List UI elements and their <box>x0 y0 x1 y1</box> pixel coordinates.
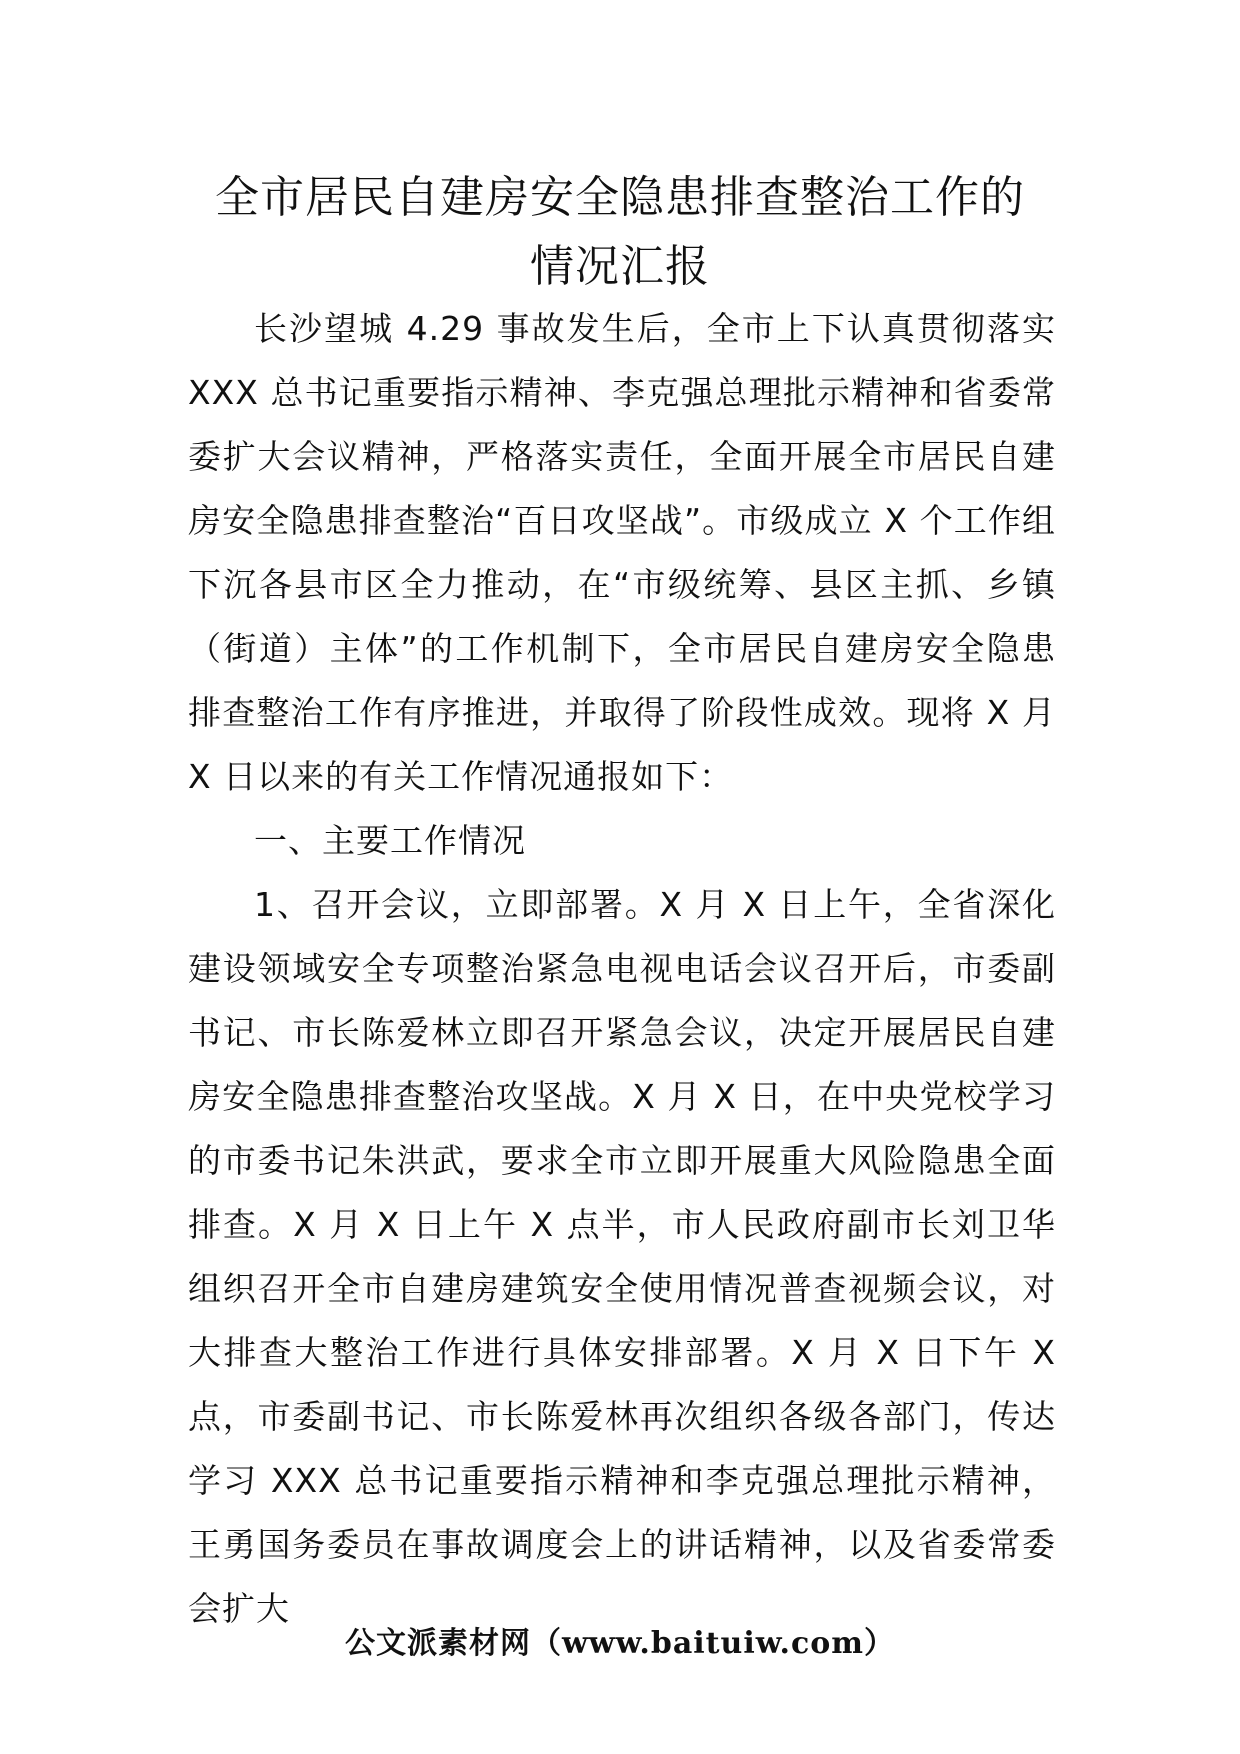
body-paragraph-item-1: 1、召开会议，立即部署。X 月 X 日上午，全省深化建设领域安全专项整治紧急电视电话会议召开后，市委副书记、市长陈爱林立即召开紧急会议，决定开展居民自建房安全隐患排查整治攻坚战。X 月 X 日，在中央党校学习的市委书记朱洪武，要求全市立即开展重大风险隐患全面排查。X 月 X 日上午 X 点半，市人民政府副市长刘卫华组织召开全市自建房建筑安全使用情况普查视频会议，对大排查大整治工作进行具体安排部署。X 月 X 日下午 X 点，市委副书记、市长陈爱林再次组织各级各部门，传达学习 XXX 总书记重要指示精神和李克强总理批示精神，王勇国务委员在事故调度会上的讲话精神，以及省委常委会扩大 <box>188 885 1056 1628</box>
document-body <box>188 297 1056 1641</box>
document-title-line-2: 情况汇报 <box>530 241 710 292</box>
section-heading: 一、主要工作情况 <box>254 821 526 860</box>
document-title-line-1: 全市居民自建房安全隐患排查整治工作的 <box>215 172 1025 223</box>
body-paragraph-intro: 长沙望城 4.29 事故发生后，全市上下认真贯彻落实 XXX 总书记重要指示精神、李克强总理批示精神和省委常委扩大会议精神，严格落实责任，全面开展全市居民自建房安全隐患排查整治“百日攻坚战”。市级成立 X 个工作组下沉各县市区全力推动，在“市级统筹、县区主抓、乡镇（街道）主体”的工作机制下，全市居民自建房安全隐患排查整治工作有序推进，并取得了阶段性成效。现将 X 月 X 日以来的有关工作情况通报如下： <box>188 309 1056 796</box>
footer-watermark: 公文派素材网（www.baituiw.com） <box>344 1626 896 1661</box>
